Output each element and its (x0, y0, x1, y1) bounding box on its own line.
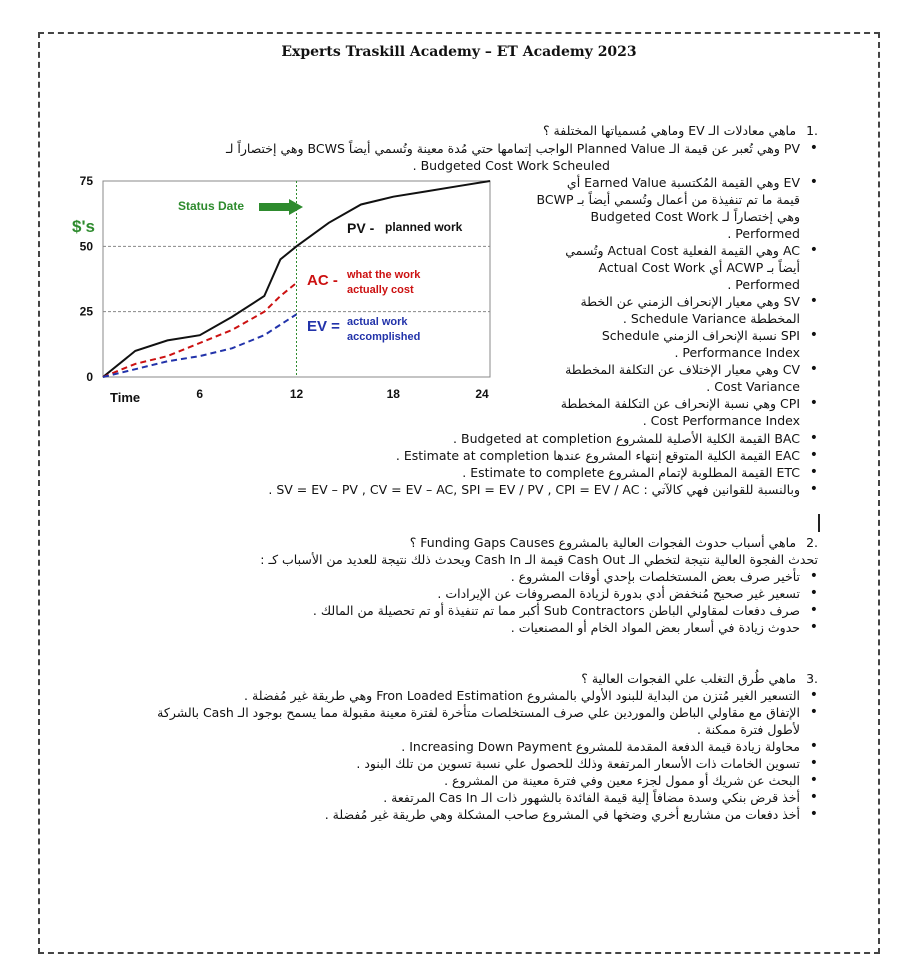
ev-label: EV = (307, 318, 340, 335)
list-item: • محاولة زيادة قيمة الدفعة المقدمة للمشروع Increasing Down Payment . (106, 738, 818, 755)
pv-desc: planned work (385, 220, 463, 234)
x-axis-label: Time (110, 390, 141, 405)
ac-label: AC - (307, 272, 338, 289)
q3-number: .3 (806, 671, 818, 686)
y-tick-label: 50 (79, 239, 93, 254)
list-item: • تأخير صرف بعض المستخلصات بإحدي أوقات المشروع . (106, 568, 818, 585)
list-item: • التسعير الغير مُتزن من البداية للبنود الأولي بالمشروع Fron Loaded Estimation وهي طريقة غير مُفضلة . (106, 687, 818, 704)
list-item: • EV وهي القيمة المُكتسبة Earned Value أي قيمة ما تم تنفيذة من أعمال وتُسمي أيضاً بـ BCWP وهي إختصاراً لـ Budgeted Cost Work Performed . (518, 174, 818, 242)
q1-title: ماهي معادلات الـ EV وماهي مُسمياتها المختلفة ؟ (542, 123, 797, 138)
q2-number: .2 (806, 535, 818, 550)
ev-desc-2: accomplished (347, 331, 421, 343)
y-tick-label: 0 (86, 370, 93, 384)
list-item: • الإتفاق مع مقاولي الباطن والموردين علي صرف المستخلصات متأخرة لفترة معينة مقبولة مما يسمح بوجود الـ Cash بالشركة لأطول فترة ممكنة . (106, 704, 818, 738)
q2-intro: تحدث الفجوة العالية نتيجة لتخطي الـ Cash Out قيمة الـ Cash In ويحدث ذلك نتيجة للعديد من الأسباب كـ : (260, 552, 818, 567)
q1-list-wide (106, 430, 818, 498)
q2-title: ماهي أسباب حدوث الفجوات العالية بالمشروع Funding Gaps Causes ؟ (409, 535, 797, 550)
list-item: • صرف دفعات لمقاولي الباطن Sub Contractors أكبر مما تم تنفيذة أو تم تحصيلة من المالك . (106, 602, 818, 619)
list-item: • تسوين الخامات ذات الأسعار المرتفعة وذلك للحصول علي نسبة تسوين من تلك البنود . (106, 755, 818, 772)
list-item: • البحث عن شريك أو ممول لجزء معين وفي فترة معينة من المشروع . (106, 772, 818, 789)
list-item: • SV وهي معيار الإنحراف الزمني عن الخطة المخططة Schedule Variance . (518, 293, 818, 327)
pv-label: PV - (347, 220, 375, 236)
list-item: • BAC القيمة الكلية الأصلية للمشروع Budgeted at completion . (106, 430, 818, 447)
q2-heading (118, 534, 818, 551)
q2-list (106, 568, 818, 636)
x-tick-label: 18 (386, 387, 400, 401)
list-item: • تسعير غير صحيح مُنخفض أدي بدورة لزيادة المصروفات عن الإيرادات . (106, 585, 818, 602)
list-item: • PV وهي تُعبر عن قيمة الـ Planned Value الواجب إتمامها حتي مُدة معينة وتُسمي أيضاً BCWS وهي إختصاراً لـ Budgeted Cost Work Scheuled . (106, 140, 818, 174)
x-tick-label: 6 (196, 387, 204, 401)
list-item: • حدوث زيادة في أسعار بعض المواد الخام أو المصنعيات . (106, 619, 818, 636)
x-tick-label: 12 (289, 387, 304, 401)
ac-desc-1: what the work (347, 269, 421, 281)
q1-list-narrow (518, 174, 818, 429)
ac-desc-2: actually cost (347, 284, 414, 296)
evm-chart (60, 170, 500, 420)
y-tick-label: 25 (79, 304, 93, 319)
list-item: • أخذ دفعات من مشاريع أخري وضخها في المشروع صاحب المشكلة وهي طريقة غير مُفضلة . (106, 806, 818, 823)
q1-heading (318, 122, 818, 139)
q1-number: .1 (806, 123, 818, 138)
list-item: • CPI وهي نسبة الإنحراف عن التكلفة المخططة Cost Performance Index . (518, 395, 818, 429)
list-item: • AC وهي القيمة الفعلية Actual Cost وتُسمي أيضاً بـ ACWP أي Actual Cost Work Performed . (518, 242, 818, 293)
text-cursor (818, 514, 820, 532)
y-tick-label: 75 (79, 174, 93, 188)
list-item: • SPI نسبة الإنحراف الزمني Schedule Performance Index . (518, 327, 818, 361)
list-item: • ETC القيمة المطلوبة لإتمام المشروع Estimate to complete . (106, 464, 818, 481)
status-date-label: Status Date (178, 199, 245, 213)
q3-heading (118, 670, 818, 687)
ev-desc-1: actual work (347, 316, 408, 328)
list-item: • CV وهي معيار الإختلاف عن التكلفة المخططة Cost Variance . (518, 361, 818, 395)
list-item: • أخذ قرض بنكي وسدة مضافاً إلية قيمة الفائدة بالشهور ذات الـ Cas In المرتفعة . (106, 789, 818, 806)
list-item: • EAC القيمة الكلية المتوقع إنتهاء المشروع عندها Estimate at completion . (106, 447, 818, 464)
page-title: Experts Traskill Academy – ET Academy 2023 (281, 44, 637, 60)
q3-title: ماهي طُرق التغلب علي الفجوات العالية ؟ (581, 671, 797, 686)
list-item: • وبالنسبة للقوانين فهي كالآتي : SV = EV – PV , CV = EV – AC, SPI = EV / PV , CPI = EV / AC . (106, 481, 818, 498)
q3-list (106, 687, 818, 823)
y-axis-label: $'s (72, 217, 95, 236)
x-tick-label: 24 (475, 387, 489, 401)
q1-list (106, 140, 818, 174)
